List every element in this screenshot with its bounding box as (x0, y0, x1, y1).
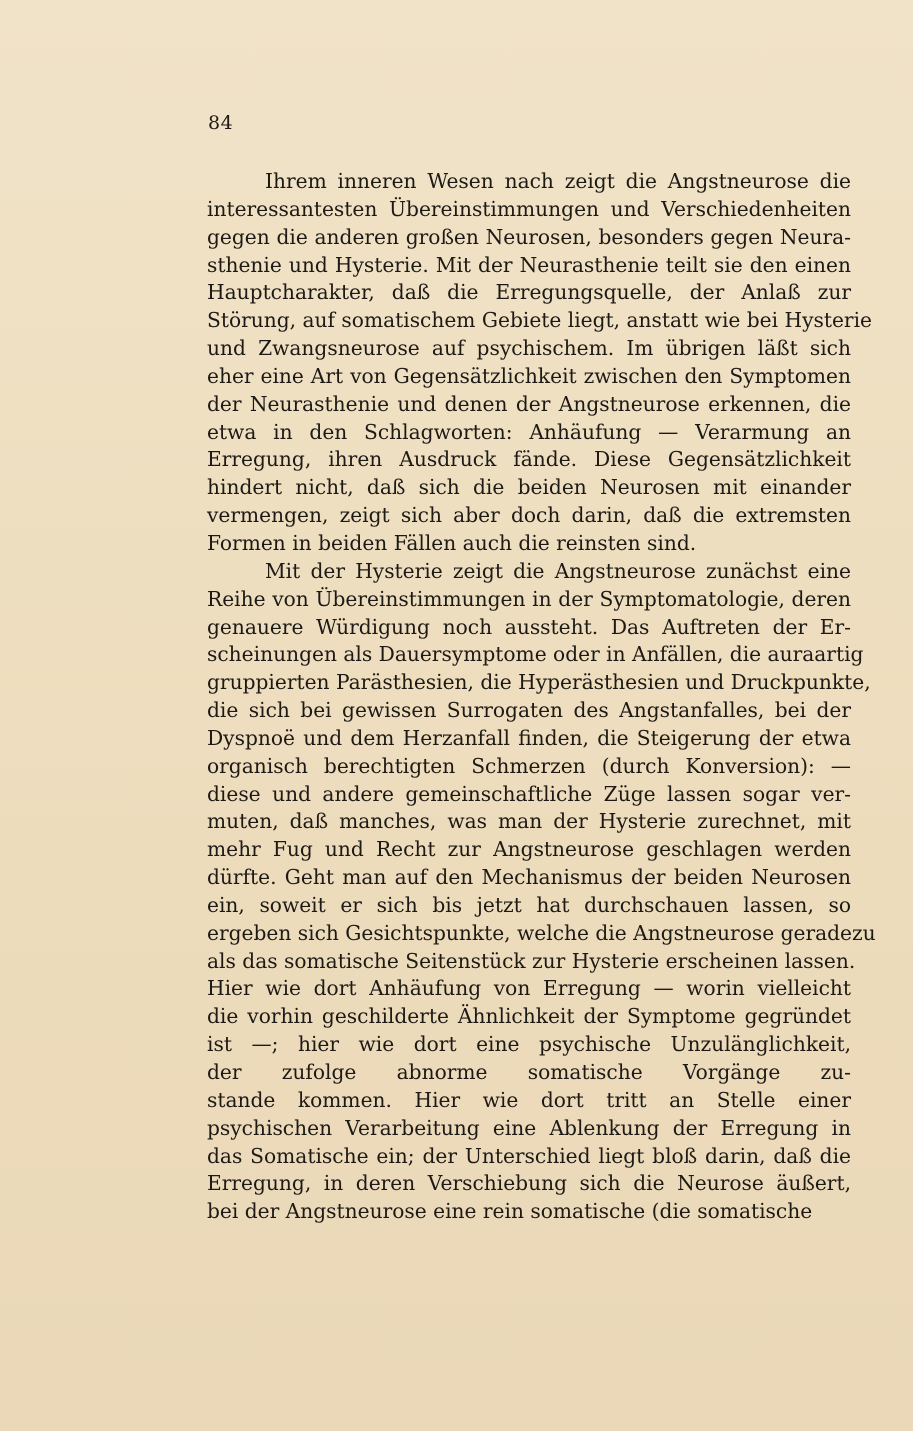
text-line: Dyspnoë und dem Herzanfall finden, die Steigerung der etwa (207, 725, 851, 750)
text-line: als das somatische Seitenstück zur Hysterie erscheinen lassen. (207, 948, 856, 973)
text-line: die vorhin geschilderte Ähnlichkeit der Symptome gegründet (207, 1004, 851, 1029)
text-line: Ihrem inneren Wesen nach zeigt die Angstneurose die (265, 169, 851, 193)
text-line: mehr Fug und Recht zur Angstneurose geschlagen werden (207, 837, 851, 862)
body-text (207, 168, 876, 1226)
text-line: organisch berechtigten Schmerzen (durch Konversion): — (207, 753, 851, 778)
paragraph (207, 558, 876, 1226)
text-line: diese und andere gemeinschaftliche Züge lassen sogar ver- (207, 781, 851, 806)
text-line: der zufolge abnorme somatische Vorgänge zu- (207, 1060, 851, 1084)
text-line: Störung, auf somatischem Gebiete liegt, anstatt wie bei Hysterie (207, 308, 872, 333)
text-line: hindert nicht, daß sich die beiden Neurosen mit einander (207, 475, 851, 500)
text-line: muten, daß manches, was man der Hysterie zurechnet, mit (207, 809, 851, 834)
text-line: Erregung, ihren Ausdruck fände. Diese Gegensätzlichkeit (207, 447, 851, 472)
text-line: ergeben sich Gesichtspunkte, welche die Angstneurose geradezu (207, 920, 876, 945)
text-line: ein, soweit er sich bis jetzt hat durchschauen lassen, so (207, 892, 851, 917)
text-line: das Somatische ein; der Unterschied liegt bloß darin, daß die (207, 1143, 851, 1168)
text-line: etwa in den Schlagworten: Anhäufung — Verarmung an (207, 419, 851, 444)
text-line: scheinungen als Dauersymptome oder in Anfällen, die auraartig (207, 642, 864, 667)
page-number: 84 (208, 112, 234, 134)
text-line: Erregung, in deren Verschiebung sich die Neurose äußert, (207, 1171, 851, 1196)
text-line: eher eine Art von Gegensätzlichkeit zwischen den Symptomen (207, 363, 851, 388)
text-line: stande kommen. Hier wie dort tritt an Stelle einer (207, 1087, 851, 1112)
text-line: vermengen, zeigt sich aber doch darin, daß die extremsten (207, 503, 851, 528)
text-line: genauere Würdigung noch aussteht. Das Auftreten der Er- (207, 614, 851, 639)
text-line: interessantesten Übereinstimmungen und Verschiedenheiten (207, 196, 851, 221)
text-line: gegen die anderen großen Neurosen, besonders gegen Neura- (207, 224, 851, 249)
text-line: und Zwangsneurose auf psychischem. Im übrigen läßt sich (207, 336, 851, 361)
paragraph (207, 168, 872, 558)
text-line: dürfte. Geht man auf den Mechanismus der beiden Neurosen (207, 865, 851, 890)
text-line: Reihe von Übereinstimmungen in der Symptomatologie, deren (207, 586, 851, 611)
text-line: Hauptcharakter, daß die Erregungsquelle, der Anlaß zur (207, 280, 851, 305)
text-line: psychischen Verarbeitung eine Ablenkung der Erregung in (207, 1115, 851, 1140)
text-line: der Neurasthenie und denen der Angstneurose erkennen, die (207, 391, 851, 416)
text-line: Mit der Hysterie zeigt die Angstneurose zunächst eine (265, 558, 851, 583)
text-line: gruppierten Parästhesien, die Hyperästhesien und Druckpunkte, (207, 670, 871, 695)
text-line: ist —; hier wie dort eine psychische Unzulänglichkeit, (207, 1032, 851, 1057)
text-line: Hier wie dort Anhäufung von Erregung — worin vielleicht (207, 976, 851, 1001)
text-line: Formen in beiden Fällen auch die reinsten sind. (207, 530, 697, 555)
text-line: sthenie und Hysterie. Mit der Neurasthenie teilt sie den einen (207, 252, 851, 277)
text-line: bei der Angstneurose eine rein somatische (die somatische (207, 1199, 813, 1224)
text-line: die sich bei gewissen Surrogaten des Angstanfalles, bei der (207, 698, 851, 723)
